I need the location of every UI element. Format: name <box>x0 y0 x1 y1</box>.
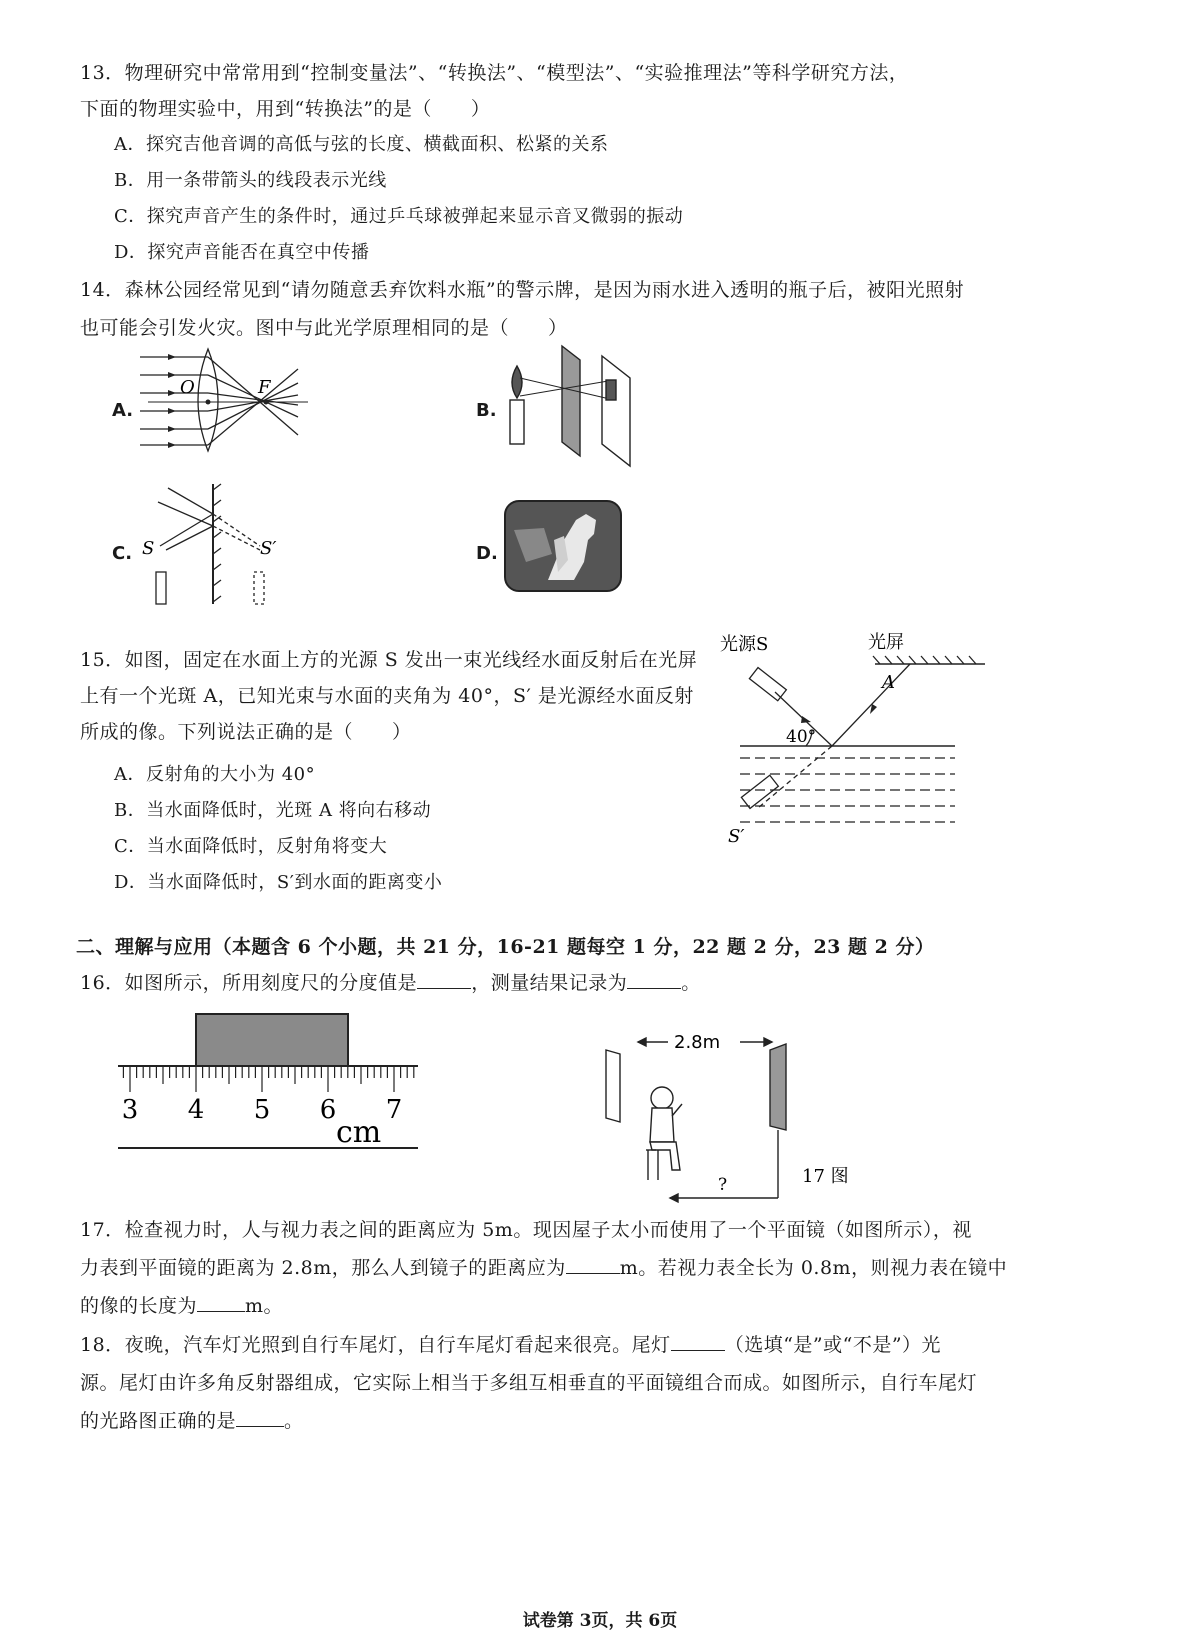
ruler-tick-label-6: 6 <box>319 1095 337 1125</box>
q15-fig-source-label: 光源S <box>720 634 769 655</box>
q13-line2: 下面的物理实验中，用到“转换法”的是（ ） <box>80 98 491 120</box>
q17-line2a: 力表到平面镜的距离为 2.8m，那么人到镜子的距离应为 <box>80 1257 566 1279</box>
q13-option-b: B．用一条带箭头的线段表示光线 <box>114 170 387 191</box>
q13-option-c: C．探究声音产生的条件时，通过乒乓球被弹起来显示音叉微弱的振动 <box>114 206 684 227</box>
q15-line1: 15．如图，固定在水面上方的光源 S 发出一束光线经水面反射后在光屏 <box>80 649 698 671</box>
q15-fig-screen-label: 光屏 <box>868 632 904 653</box>
q15-fig-spot-label: A <box>882 672 895 693</box>
q14-label-d: D. <box>476 543 498 564</box>
q15-option-c: C．当水面降低时，反射角将变大 <box>114 836 388 857</box>
q14-fig-a-o-label: O <box>180 377 195 398</box>
q16-blank-1[interactable] <box>417 972 471 989</box>
page-footer: 试卷第 3页，共 6页 <box>522 1611 678 1631</box>
q17-blank-1[interactable] <box>566 1257 620 1274</box>
q16-question <box>80 968 701 995</box>
q16-blank-2[interactable] <box>627 972 681 989</box>
q17-line2 <box>80 1253 1007 1280</box>
q14-figure-b-pinhole <box>502 338 642 468</box>
q16-ruler-figure <box>118 1010 418 1160</box>
q15-fig-angle-label: 40° <box>786 727 817 747</box>
ruler-tick-label-3: 3 <box>121 1095 139 1125</box>
fig17-distance-label: 2.8m <box>674 1032 721 1053</box>
q15-fig-image-label: S′ <box>728 826 745 847</box>
q18-line3b: 。 <box>284 1410 304 1432</box>
q14-line1: 14．森林公园经常见到“请勿随意丢弃饮料水瓶”的警示牌，是因为雨水进入透明的瓶子后，被阳光照射 <box>80 279 965 301</box>
q17-line2b: m。若视力表全长为 0.8m，则视力表在镜中 <box>619 1257 1008 1279</box>
q14-fig-c-s-prime-label: S′ <box>260 538 277 559</box>
ruler-tick-label-4: 4 <box>187 1095 205 1125</box>
q18-blank-1[interactable] <box>671 1334 725 1351</box>
ruler-tick-label-5: 5 <box>253 1095 271 1125</box>
q16-text-c: 。 <box>681 972 701 994</box>
q14-label-c: C. <box>112 543 133 564</box>
q15-figure-water-reflection <box>720 630 1000 850</box>
q14-fig-a-f-label: F <box>258 377 271 398</box>
q17-line3b: m。 <box>245 1295 284 1317</box>
q15-option-a: A．反射角的大小为 40° <box>114 764 316 785</box>
q18-line1a: 18．夜晚，汽车灯光照到自行车尾灯，自行车尾灯看起来很亮。尾灯 <box>80 1334 671 1356</box>
fig17-caption: 17 图 <box>802 1166 849 1187</box>
q13-option-a: A．探究吉他音调的高低与弦的长度、横截面积、松紧的关系 <box>114 134 609 155</box>
q18-line1 <box>80 1330 941 1357</box>
q14-fig-c-s-label: S <box>142 538 155 559</box>
q14-line2: 也可能会引发火灾。图中与此光学原理相同的是（ ） <box>80 317 568 339</box>
q17-blank-2[interactable] <box>197 1295 245 1312</box>
q18-line3a: 的光路图正确的是 <box>80 1410 237 1432</box>
q14-label-a: A. <box>112 400 134 421</box>
q17-line3 <box>80 1291 283 1318</box>
q14-label-b: B. <box>476 400 497 421</box>
fig17-eye-test-figure <box>600 1030 880 1210</box>
q15-option-d: D．当水面降低时，S′到水面的距离变小 <box>114 872 443 893</box>
q16-text-b: ，测量结果记录为 <box>471 972 628 994</box>
fig17-question-mark: ? <box>718 1175 728 1195</box>
section2-title: 二、理解与应用（本题含 6 个小题，共 21 分，16-21 题每空 1 分，22 题 2 分，23 题 2 分） <box>76 936 935 958</box>
q18-blank-2[interactable] <box>236 1410 284 1427</box>
q17-line1: 17．检查视力时，人与视力表之间的距离应为 5m。现因屋子太小而使用了一个平面镜（如图所示），视 <box>80 1219 972 1241</box>
q14-figure-d-shadow-play <box>504 500 622 592</box>
ruler-tick-label-7: 7 <box>385 1095 403 1125</box>
q15-line2: 上有一个光斑 A，已知光束与水面的夹角为 40°，S′ 是光源经水面反射 <box>80 685 694 707</box>
q13-option-d: D．探究声音能否在真空中传播 <box>114 242 370 263</box>
q18-line2: 源。尾灯由许多角反射器组成，它实际上相当于多组互相垂直的平面镜组合而成。如图所示，自行车尾灯 <box>80 1372 978 1394</box>
q14-figure-a-convex-lens <box>138 345 318 455</box>
q17-line3a: 的像的长度为 <box>80 1295 198 1317</box>
q18-line3 <box>80 1406 304 1433</box>
q16-text-a: 16．如图所示，所用刻度尺的分度值是 <box>80 972 418 994</box>
q18-line1b: （选填“是”或“不是”）光 <box>724 1334 942 1356</box>
q15-line3: 所成的像。下列说法正确的是（ ） <box>80 721 412 743</box>
q15-option-b: B．当水面降低时，光斑 A 将向右移动 <box>114 800 432 821</box>
q13-line1: 13．物理研究中常常用到“控制变量法”、“转换法”、“模型法”、“实验推理法”等科学研究方法， <box>80 62 909 84</box>
q14-figure-c-plane-mirror <box>138 480 318 610</box>
ruler-unit-label: cm <box>336 1115 382 1150</box>
